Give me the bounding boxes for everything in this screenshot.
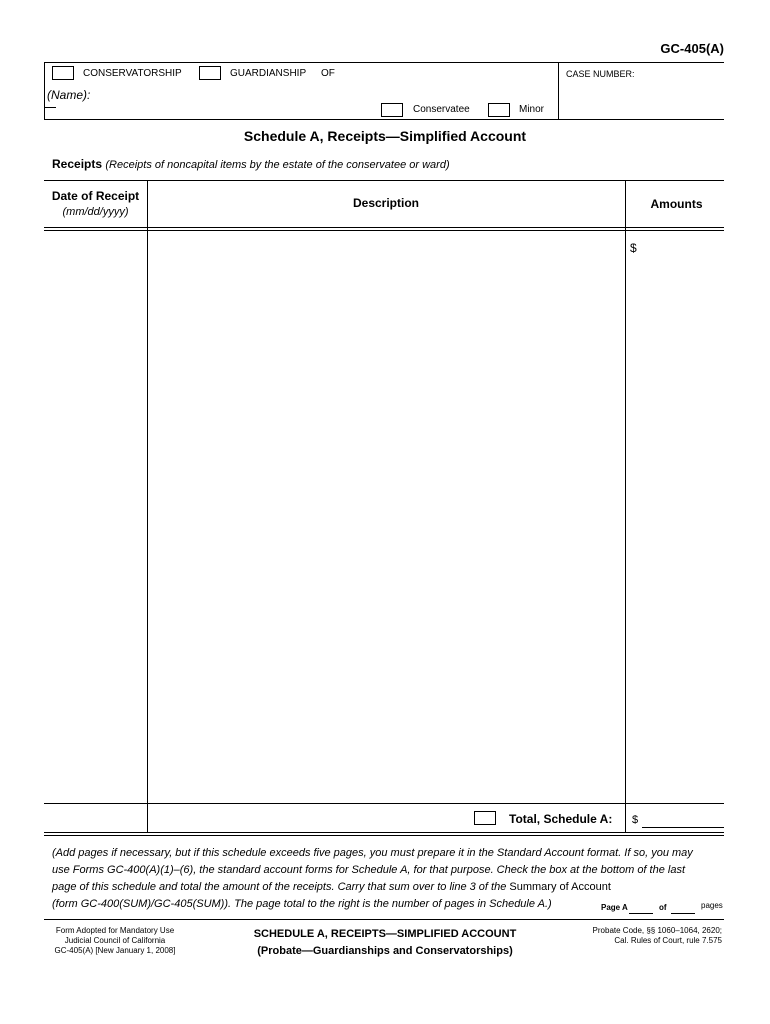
col-desc-header: Description (352, 196, 419, 210)
footer-center (228, 926, 542, 960)
receipts-heading (52, 157, 450, 171)
footer-right-line-1: Probate Code, §§ 1060–1064, 2620; (592, 926, 722, 935)
description-entry-area[interactable] (149, 233, 623, 801)
total-amount-line (642, 827, 724, 828)
table-header-rule-2 (44, 230, 724, 231)
table-col-divider-2 (625, 180, 626, 832)
total-dollar-sign: $ (632, 814, 639, 826)
table-top-rule (44, 180, 724, 181)
minor-label: Minor (519, 104, 545, 115)
table-header-rule (44, 227, 724, 228)
total-label: Total, Schedule A: (509, 812, 613, 826)
header-left-rule (44, 62, 45, 119)
page-number-field[interactable] (629, 900, 653, 913)
instructions-line-3 (52, 879, 727, 896)
col-date-header: Date of Receipt (51, 189, 140, 203)
receipts-description: (Receipts of noncapital items by the estate of the conservatee or ward) (105, 159, 450, 171)
name-field[interactable] (60, 86, 360, 104)
header-top-rule (44, 62, 724, 63)
header-bottom-rule (44, 119, 724, 120)
page-total-field[interactable] (671, 900, 695, 913)
table-col-divider-1 (147, 180, 148, 832)
of-label: OF (321, 68, 335, 79)
total-top-rule (44, 803, 724, 804)
last-page-checkbox[interactable] (474, 811, 496, 825)
conservatee-checkbox[interactable] (381, 103, 403, 117)
case-number-field[interactable] (566, 82, 720, 114)
footer-left (44, 926, 186, 956)
instructions-line-1: (Add pages if necessary, but if this schedule exceeds five pages, you must prepare it in the Standard Account format. If so, you may (52, 847, 693, 859)
page-number-line (629, 913, 653, 914)
page-title: Schedule A, Receipts—Simplified Account (243, 128, 527, 144)
minor-checkbox[interactable] (488, 103, 510, 117)
footer-center-line-2: (Probate—Guardianships and Conservatorships) (257, 945, 513, 957)
page-total-line (671, 913, 695, 914)
page-of-label: of (659, 903, 667, 912)
conservatorship-label: CONSERVATORSHIP (83, 68, 182, 79)
instructions-line-3-text: page of this schedule and total the amount of the receipts. Carry that sum over to line 3 of the (52, 881, 510, 893)
page-label: Page A (601, 903, 628, 912)
footer-left-line-1: Form Adopted for Mandatory Use (55, 926, 175, 935)
footer-left-line-2: Judicial Council of California (64, 936, 166, 945)
case-number-label: CASE NUMBER: (566, 69, 635, 79)
receipts-label: Receipts (52, 157, 103, 171)
guardianship-checkbox[interactable] (199, 66, 221, 80)
guardianship-label: GUARDIANSHIP (230, 68, 307, 79)
amount-dollar-sign: $ (630, 241, 637, 255)
footer-top-rule (44, 919, 724, 920)
col-date-subheader: (mm/dd/yyyy) (62, 206, 129, 218)
form-id: GC-405(A) (660, 41, 724, 56)
date-entry-area[interactable] (46, 233, 145, 801)
name-label: (Name): (47, 88, 91, 102)
total-amount-field[interactable] (644, 810, 722, 826)
footer-center-line-1: SCHEDULE A, RECEIPTS—SIMPLIFIED ACCOUNT (253, 928, 517, 940)
col-amount-header: Amounts (650, 197, 703, 211)
instructions-line-4: (form GC-400(SUM)/GC-405(SUM)). The page total to the right is the number of pages in Schedule A.) (52, 898, 552, 910)
footer-right (560, 926, 722, 946)
table-bottom-rule-2 (44, 835, 724, 836)
table-bottom-rule (44, 832, 724, 833)
name-mark (44, 107, 56, 108)
pages-label: pages (701, 901, 723, 910)
header-divider (558, 62, 559, 119)
amount-entry-area[interactable] (640, 233, 722, 801)
instructions-line-2: use Forms GC-400(A)(1)–(6), the standard account forms for Schedule A, for that purpose. Check the box at the bottom of the last (52, 864, 686, 876)
footer-left-line-3: GC-405(A) [New January 1, 2008] (54, 946, 176, 955)
footer-right-line-2: Cal. Rules of Court, rule 7.575 (614, 936, 722, 945)
conservatee-label: Conservatee (413, 104, 470, 115)
summary-of-account-text: Summary of Account (509, 881, 611, 893)
conservatorship-checkbox[interactable] (52, 66, 74, 80)
